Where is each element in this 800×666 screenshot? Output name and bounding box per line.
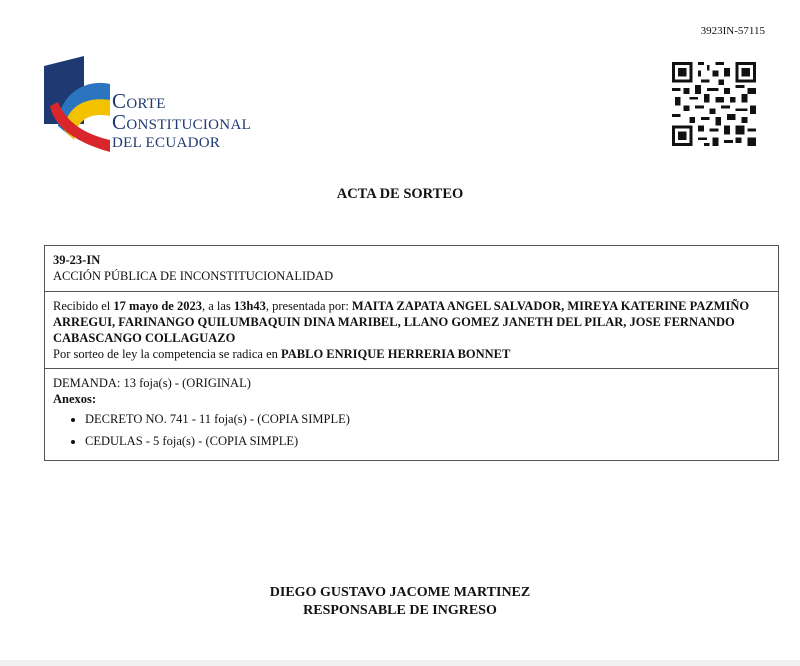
list-item: • DECRETO NO. 741 - 11 foja(s) - (COPIA SIMPLE) (85, 411, 770, 427)
demand-section (45, 368, 778, 460)
signer-name: DIEGO GUSTAVO JACOME MARTINEZ (269, 585, 531, 600)
presenters-list: MAITA ZAPATA ANGEL SALVADOR, MIREYA KATERINE PAZMIÑO ARREGUI, FARINANGO QUILUMBAQUIN DINA MARIBEL, LLANO GOMEZ JANETH DEL PILAR, JOSE FERNANDO CABASCANGO COLLAGUAZO (53, 299, 750, 345)
demand-text: DEMANDA: 13 foja(s) - (ORIGINAL) (53, 376, 251, 390)
annexes-label: Anexos: (53, 392, 97, 406)
case-header-section (45, 246, 778, 291)
case-number: 39-23-IN (53, 253, 101, 267)
annex-list (53, 411, 770, 449)
case-details-box (44, 245, 779, 461)
qr-code-icon (672, 62, 756, 146)
document-title: ACTA DE SORTEO (336, 186, 464, 202)
assigned-judge: PABLO ENRIQUE HERRERIA BONNET (281, 347, 511, 361)
reception-section (45, 291, 778, 368)
signer-role: RESPONSABLE DE INGRESO (303, 603, 497, 618)
page-bottom-edge (0, 660, 800, 666)
reception-date: 17 mayo de 2023 (113, 299, 202, 313)
document-id: 3923IN-57115 (700, 25, 765, 37)
signature-block (0, 584, 800, 620)
court-emblem-icon (44, 56, 114, 156)
reception-text: Recibido el 17 mayo de 2023, a las 13h43, presentada por: MAITA ZAPATA ANGEL SALVADOR, MIREYA KATERINE PAZMIÑO ARREGUI, FARINANGO QUILUMBAQUIN DINA MARIBEL, LLANO GOMEZ JANETH DEL PILAR, JOSE FERNANDO CABASCANGO COLLAGUAZO (53, 299, 750, 345)
list-item: • CEDULAS - 5 foja(s) - (COPIA SIMPLE) (85, 433, 770, 449)
assignment-text: Por sorteo de ley la competencia se radica en PABLO ENRIQUE HERRERIA BONNET (53, 347, 511, 361)
court-name: CORTE CONSTITUCIONAL DEL ECUADOR (112, 89, 252, 151)
court-logo (44, 56, 284, 156)
reception-time: 13h43 (233, 299, 266, 313)
case-type: ACCIÓN PÚBLICA DE INCONSTITUCIONALIDAD (53, 269, 334, 283)
